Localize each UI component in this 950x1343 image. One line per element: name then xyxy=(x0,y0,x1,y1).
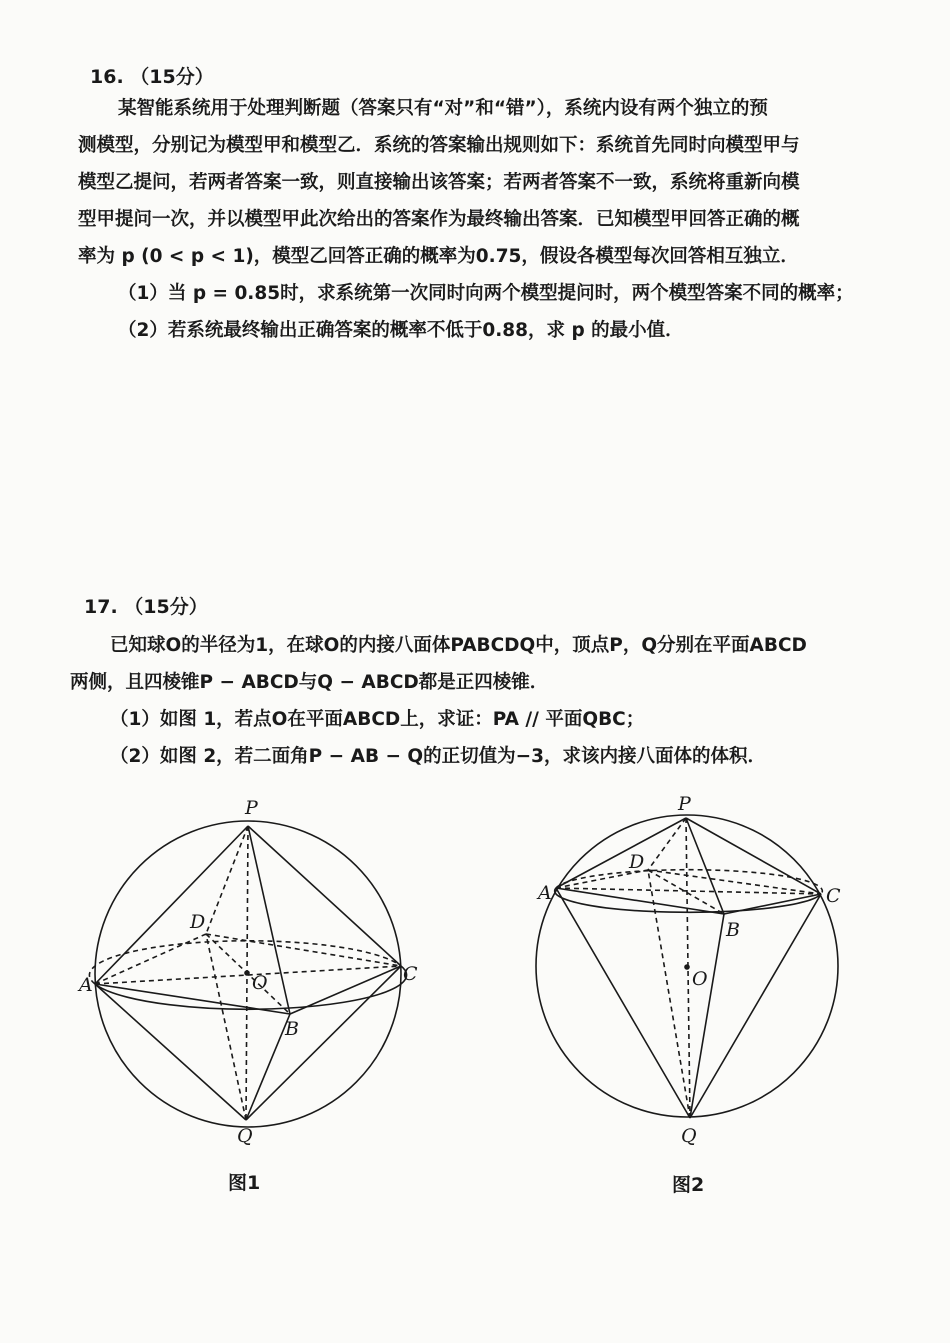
q17-stem-line-1: 已知球O的半径为1，在球O的内接八面体PABCDQ中，顶点P，Q分别在平面ABCD xyxy=(110,635,807,656)
q16-score: （15分） xyxy=(130,66,214,88)
fig2-edge-QC xyxy=(690,894,821,1118)
figure-2 xyxy=(520,790,860,1160)
fig2-caption: 图2 xyxy=(672,1174,705,1196)
fig1-label-C: C xyxy=(403,963,418,985)
fig1-label-B: B xyxy=(285,1018,299,1040)
fig1-caption: 图1 xyxy=(228,1172,261,1194)
q16-stem-line-1: 某智能系统用于处理判断题（答案只有“对”和“错”），系统内设有两个独立的预 xyxy=(118,98,768,119)
fig1-edge-AD xyxy=(95,934,206,984)
figure-1 xyxy=(70,790,430,1160)
q16-body xyxy=(78,90,870,349)
q17-number: 17. xyxy=(84,596,118,618)
fig1-edge-QC xyxy=(246,966,401,1120)
fig2-edge-PA xyxy=(556,818,686,888)
fig2-label-Q: Q xyxy=(681,1125,697,1147)
q17-part-1: （1）如图 1，若点O在平面ABCD上，求证：PA // 平面QBC； xyxy=(110,709,645,730)
fig1-equator-back xyxy=(89,941,401,984)
fig2-label-O: O xyxy=(692,968,708,990)
fig2-edge-QA xyxy=(556,888,690,1118)
q16-stem-line-5: 率为 p (0 < p < 1)，模型乙回答正确的概率为0.75，假设各模型每次回答相互独立． xyxy=(78,246,799,267)
fig2-section-back xyxy=(556,870,822,894)
fig1-edge-BC xyxy=(290,966,401,1014)
q17-header xyxy=(84,592,208,619)
fig2-label-B: B xyxy=(726,919,740,941)
fig2-label-P: P xyxy=(678,793,691,815)
fig1-label-O: O xyxy=(252,972,268,994)
q17-part-2: （2）如图 2，若二面角P − AB − Q的正切值为−3，求该内接八面体的体积． xyxy=(110,746,767,767)
q16-number: 16. xyxy=(90,66,124,88)
fig1-label-D: D xyxy=(190,911,206,933)
fig2-label-A: A xyxy=(538,882,552,904)
fig2-center-dot xyxy=(684,964,690,970)
fig2-edge-BC xyxy=(724,894,821,914)
fig1-edge-QB xyxy=(246,1014,290,1120)
fig1-equator-front xyxy=(95,966,407,1009)
fig1-label-A: A xyxy=(79,974,93,996)
fig2-label-C: C xyxy=(826,885,841,907)
q16-part-1: （1）当 p = 0.85时，求系统第一次同时向两个模型提问时，两个模型答案不同的概率； xyxy=(118,283,854,304)
q16-stem-line-2: 测模型，分别记为模型甲和模型乙．系统的答案输出规则如下：系统首先同时向模型甲与 xyxy=(78,135,800,156)
fig1-edge-QD xyxy=(206,934,246,1120)
q16-stem-line-4: 型甲提问一次，并以模型甲此次给出的答案作为最终输出答案．已知模型甲回答正确的概 xyxy=(78,209,800,230)
fig2-label-D: D xyxy=(629,851,645,873)
q16-header xyxy=(90,62,214,89)
fig2-edge-PD xyxy=(648,818,686,870)
q16-stem-line-3: 模型乙提问，若两者答案一致，则直接输出该答案；若两者答案不一致，系统将重新向模 xyxy=(78,172,800,193)
q17-stem-line-2: 两侧，且四棱锥P − ABCD与Q − ABCD都是正四棱锥． xyxy=(70,672,549,693)
fig1-label-P: P xyxy=(245,797,258,819)
fig1-edge-PA xyxy=(95,826,248,984)
fig1-center-dot xyxy=(244,970,250,976)
q17-score: （15分） xyxy=(124,596,208,618)
fig1-label-Q: Q xyxy=(237,1125,253,1147)
fig2-edge-PB xyxy=(686,818,724,914)
q17-body xyxy=(70,627,880,775)
fig1-edge-PD xyxy=(206,826,248,934)
fig2-edge-PC xyxy=(686,818,821,894)
q16-part-2: （2）若系统最终输出正确答案的概率不低于0.88，求 p 的最小值． xyxy=(118,320,684,341)
